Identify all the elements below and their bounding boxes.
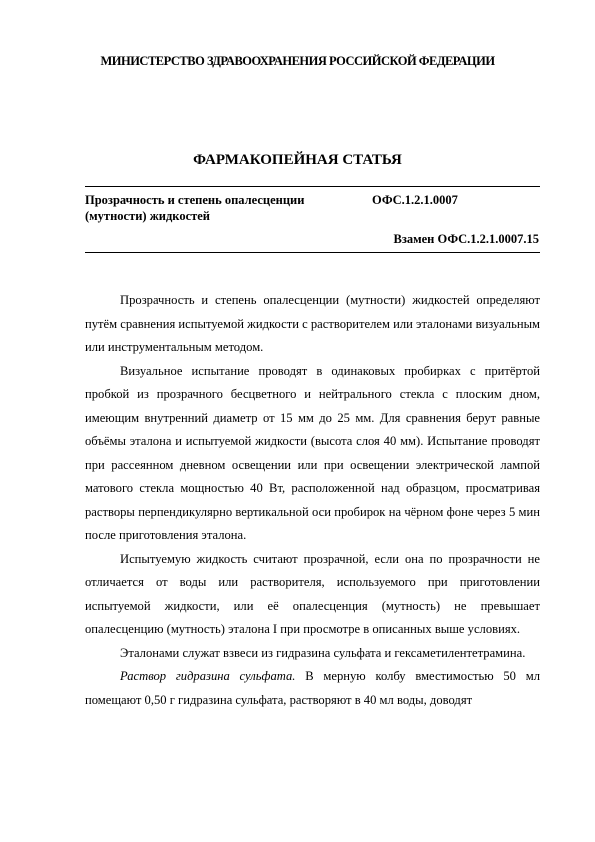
document-type-title: ФАРМАКОПЕЙНАЯ СТАТЬЯ <box>193 152 402 168</box>
paragraph-5-heading: Раствор гидразина сульфата. <box>120 669 296 683</box>
paragraph-4: Эталонами служат взвеси из гидразина сульфата и гексаметилентетрамина. <box>120 645 526 660</box>
paragraph-5 <box>85 665 540 712</box>
article-code: ОФС.1.2.1.0007 <box>372 193 458 207</box>
article-body <box>85 289 540 712</box>
paragraph-1: Прозрачность и степень опалесценции (мутности) жидкостей определяют путём сравнения испытуемой жидкости с растворителем или эталонами визуальным или инструментальным методом. <box>85 293 540 354</box>
paragraph-5-text: В мерную колбу вместимостью 50 мл помещают 0,50 г гидразина сульфата, растворяют в 40 мл воды, доводят <box>85 669 540 707</box>
ministry-heading: МИНИСТЕРСТВО ЗДРАВООХРАНЕНИЯ РОССИЙСКОЙ ФЕДЕРАЦИИ <box>100 54 495 68</box>
header-bottom-rule <box>85 252 540 253</box>
replaces-code: Взамен ОФС.1.2.1.0007.15 <box>393 232 539 246</box>
header-top-rule <box>85 186 540 187</box>
paragraph-3: Испытуемую жидкость считают прозрачной, если она по прозрачности не отличается от воды или растворителя, используемого при приготовлении испытуемой жидкости, или её опалесценция (мутность) не превышает опалесценцию (мутность) эталона I при просмотре в описанных выше условиях. <box>85 551 540 636</box>
article-title-line2: (мутности) жидкостей <box>85 209 211 223</box>
article-title <box>85 192 355 224</box>
paragraph-2: Визуальное испытание проводят в одинаковых пробирках с притёртой пробкой из прозрачного бесцветного и нейтрального стекла с плоским дном, имеющим внутренний диаметр от 15 мм до 25 мм. Для сравнения берут равные объёмы эталона и испытуемой жидкости (высота слоя 40 мм). Испытание проводят при рассеянном дневном освещении или при освещении электрической лампой матового стекла мощностью 40 Вт, расположенной над образцом, просматривая растворы перпендикулярно вертикальной оси пробирок на чёрном фоне через 5 мин после приготовления эталона. <box>85 363 540 542</box>
article-title-line1: Прозрачность и степень опалесценции <box>85 193 305 207</box>
